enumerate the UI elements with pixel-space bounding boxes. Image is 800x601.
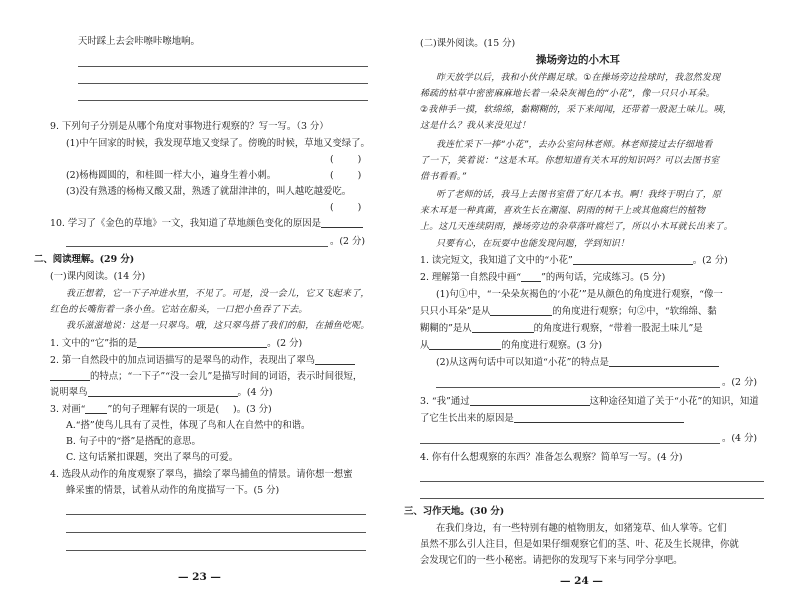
passage-1-line-2: 红色的长嘴衔着一条小鱼。它站在船头，一口把小鱼吞了下去。	[50, 305, 308, 315]
question-9-sentence-1-a: (1)中午回家的时候，我发现草地又变绿了。	[66, 138, 249, 149]
answer-line[interactable]	[420, 481, 764, 482]
answer-blank[interactable]	[472, 323, 534, 333]
question-r4: 4. 你有什么想观察的东西？准备怎么观察？简单写一写。(4 分)	[420, 452, 683, 463]
answer-blank[interactable]	[137, 338, 267, 348]
question-4-line-1: 4. 选段从动作的角度观察了翠鸟，描绘了翠鸟捕鱼的情景。请你想一想蜜	[50, 469, 353, 480]
question-r2-sub2: (2)从这两句话中可以知道“小花”的特点是	[436, 357, 719, 370]
question-r1: 1. 读完短文，我知道了文中的“小花” 。(2 分)	[420, 255, 728, 266]
question-9-sentence-1	[66, 138, 370, 151]
answer-blank[interactable]	[514, 413, 684, 423]
page-number: — 24 —	[560, 575, 603, 587]
answer-line[interactable]	[66, 246, 328, 247]
right-page	[400, 0, 800, 601]
answer-paren-3[interactable]: ( )	[330, 202, 362, 213]
question-9-sentence-1-b: 傍晚的时候，草地又变绿了。	[248, 138, 370, 149]
page-number: — 23 —	[178, 571, 221, 583]
answer-blank[interactable]	[470, 396, 590, 406]
question-r3-line-1: 3. “我”通过 这种途径知道了关于“小花”的知识，知道	[420, 396, 759, 407]
passage-p1-line-3: ②我伸手一摸，软绵绵，黏糊糊的，采下来闻闻，还带着一股泥土味儿。咦，	[420, 105, 732, 115]
question-r2-sub1-line-1: (1)句①中，“一朵朵灰褐色的‘小花’”是从颜色的角度进行观察，“像一	[436, 289, 723, 300]
answer-line[interactable]	[66, 514, 366, 515]
passage-p3-line-3: 上。这几天连续阴雨，操场旁边的杂草落叶腐烂了，所以小木耳就长出来了。	[420, 222, 733, 232]
question-r2-sub1-line-2: 只只小耳朵”是从 的角度进行观察；句②中，“软绵绵、黏	[420, 306, 717, 317]
question-9-sentence-3: (3)没有熟透的杨梅又酸又甜，熟透了就甜津津的，叫人越吃越爱吃。	[66, 186, 352, 197]
answer-blank[interactable]	[315, 355, 355, 365]
passage-p2-line-2: 了一下，笑着说：“这是木耳。你想知道有关木耳的知识吗？可以去图书室	[420, 156, 720, 166]
question-r2-stem: 2. 理解第一自然段中画“ ”的两句话，完成练习。(5 分)	[420, 272, 666, 283]
passage-1-line-1: 我正想着，它一下子冲进水里，不见了。可是，没一会儿，它又飞起来了，	[66, 289, 370, 299]
question-4-line-2: 蜂采蜜的情景，试着从动作的角度描写一下。(5 分)	[66, 485, 280, 496]
question-r3-line-2: 了它生长出来的原因是	[420, 413, 684, 426]
underline-mark	[85, 404, 107, 414]
passage-p4-line-1: 只要有心，在玩耍中也能发现问题，学到知识！	[436, 239, 630, 249]
question-9-stem: 9. 下列句子分别是从哪个角度对事物进行观察的？写一写。（3 分）	[50, 121, 329, 132]
question-3-option-c[interactable]: C. 这句话紧扣课题，突出了翠鸟的可爱。	[66, 452, 239, 463]
answer-blank[interactable]	[573, 255, 693, 265]
answer-line[interactable]	[78, 100, 368, 101]
answer-line[interactable]	[436, 387, 720, 388]
passage-p3-line-1: 听了老师的话，我马上去图书室借了好几本书。啊！我终于明白了，原	[436, 190, 722, 200]
subsection-1-title: (一)课内阅读。(14 分)	[50, 271, 146, 282]
continued-text-line: 天时踩上去会咔嚓咔嚓地响。	[78, 36, 200, 47]
answer-line[interactable]	[78, 66, 368, 67]
subsection-2-title: (二)课外阅读。(15 分)	[420, 38, 516, 49]
passage-title: 操场旁边的小木耳	[536, 54, 620, 66]
answer-blank[interactable]	[321, 218, 363, 228]
section-3-prompt-line-2: 虽然不那么引人注目，但是如果仔细观察它们的茎、叶、花及生长规律，你就	[420, 539, 739, 550]
question-2-line-1: 2. 第一自然段中的加点词语描写的是翠鸟的动作，表现出了翠鸟	[50, 355, 355, 368]
answer-blank[interactable]	[88, 387, 238, 397]
section-3-prompt-line-1: 在我们身边，有一些特别有趣的植物朋友，如猪笼草、仙人掌等。它们	[436, 523, 727, 534]
question-2-line-2: 的特点；“一下子”“没一会儿”是描写时间的词语，表示时间很短，	[50, 371, 362, 384]
passage-p1-line-4: 这是什么？我从来没见过！	[420, 121, 531, 131]
question-2-line-3: 说明翠鸟 。(4 分)	[50, 387, 273, 398]
question-9-sentence-2: (2)杨梅圆圆的，和桂圆一样大小，遍身生着小刺。	[66, 170, 277, 181]
question-10-score: 。(2 分)	[330, 236, 366, 247]
answer-blank[interactable]	[490, 306, 552, 316]
question-r3-score: 。(4 分)	[722, 433, 758, 444]
question-r2-score: 。(2 分)	[722, 377, 758, 388]
section-3-title: 三、习作天地。(30 分)	[404, 506, 505, 517]
section-3-prompt-line-3: 会发现它们的一些小秘密。请把你的发现写下来与同学分享吧。	[420, 555, 683, 566]
answer-line[interactable]	[66, 550, 366, 551]
underline-mark	[521, 272, 541, 282]
passage-2-line-1: 我乐滋滋地说：这是一只翠鸟。哦，这只翠鸟搭了我们的船，在捕鱼吃呢。	[66, 321, 370, 331]
passage-p1-line-2: 稀疏的枯草中密密麻麻地长着一朵朵灰褐色的“小花”，像一只只小耳朵。	[420, 89, 715, 99]
answer-paren-1[interactable]: ( )	[330, 154, 362, 165]
answer-line[interactable]	[420, 498, 764, 499]
question-3-option-a[interactable]: A.“搭”使鸟儿具有了灵性，体现了鸟和人在自然中的和谐。	[66, 420, 311, 431]
question-10: 10. 学习了《金色的草地》一文，我知道了草地颜色变化的原因是	[50, 218, 363, 231]
answer-paren-2[interactable]: ( )	[330, 170, 362, 181]
answer-blank[interactable]	[609, 357, 719, 367]
question-r2-sub1-line-4: 从 的角度进行观察。(3 分)	[420, 340, 603, 351]
answer-line[interactable]	[420, 443, 720, 444]
answer-line[interactable]	[78, 83, 368, 84]
passage-p2-line-3: 借书看看。”	[420, 172, 467, 182]
passage-p3-line-2: 来木耳是一种真菌，喜欢生长在潮湿、阴雨的树干上或其他腐烂的植物	[420, 206, 706, 216]
question-3-option-b[interactable]: B. 句子中的“搭”是搭配的意思。	[66, 436, 201, 447]
answer-blank[interactable]	[50, 371, 90, 381]
passage-p2-line-1: 我连忙采下一捧“小花”，去办公室问林老师。林老师接过去仔细地看	[436, 140, 713, 150]
answer-line[interactable]	[66, 532, 366, 533]
question-r2-sub1-line-3: 糊糊的”是从 的角度进行观察，“带着一股泥土味儿”是	[420, 323, 703, 334]
question-1: 1. 文中的“它”指的是 。(2 分)	[50, 338, 303, 349]
passage-p1-line-1: 昨天放学以后，我和小伙伴踢足球。①在操场旁边捡球时，我忽然发现	[436, 73, 721, 83]
section-2-title: 二、阅读理解。(29 分)	[34, 254, 135, 265]
question-3-stem: 3. 对画“ ”的句子理解有误的一项是( )。(3 分)	[50, 404, 272, 415]
answer-blank[interactable]	[429, 340, 501, 350]
